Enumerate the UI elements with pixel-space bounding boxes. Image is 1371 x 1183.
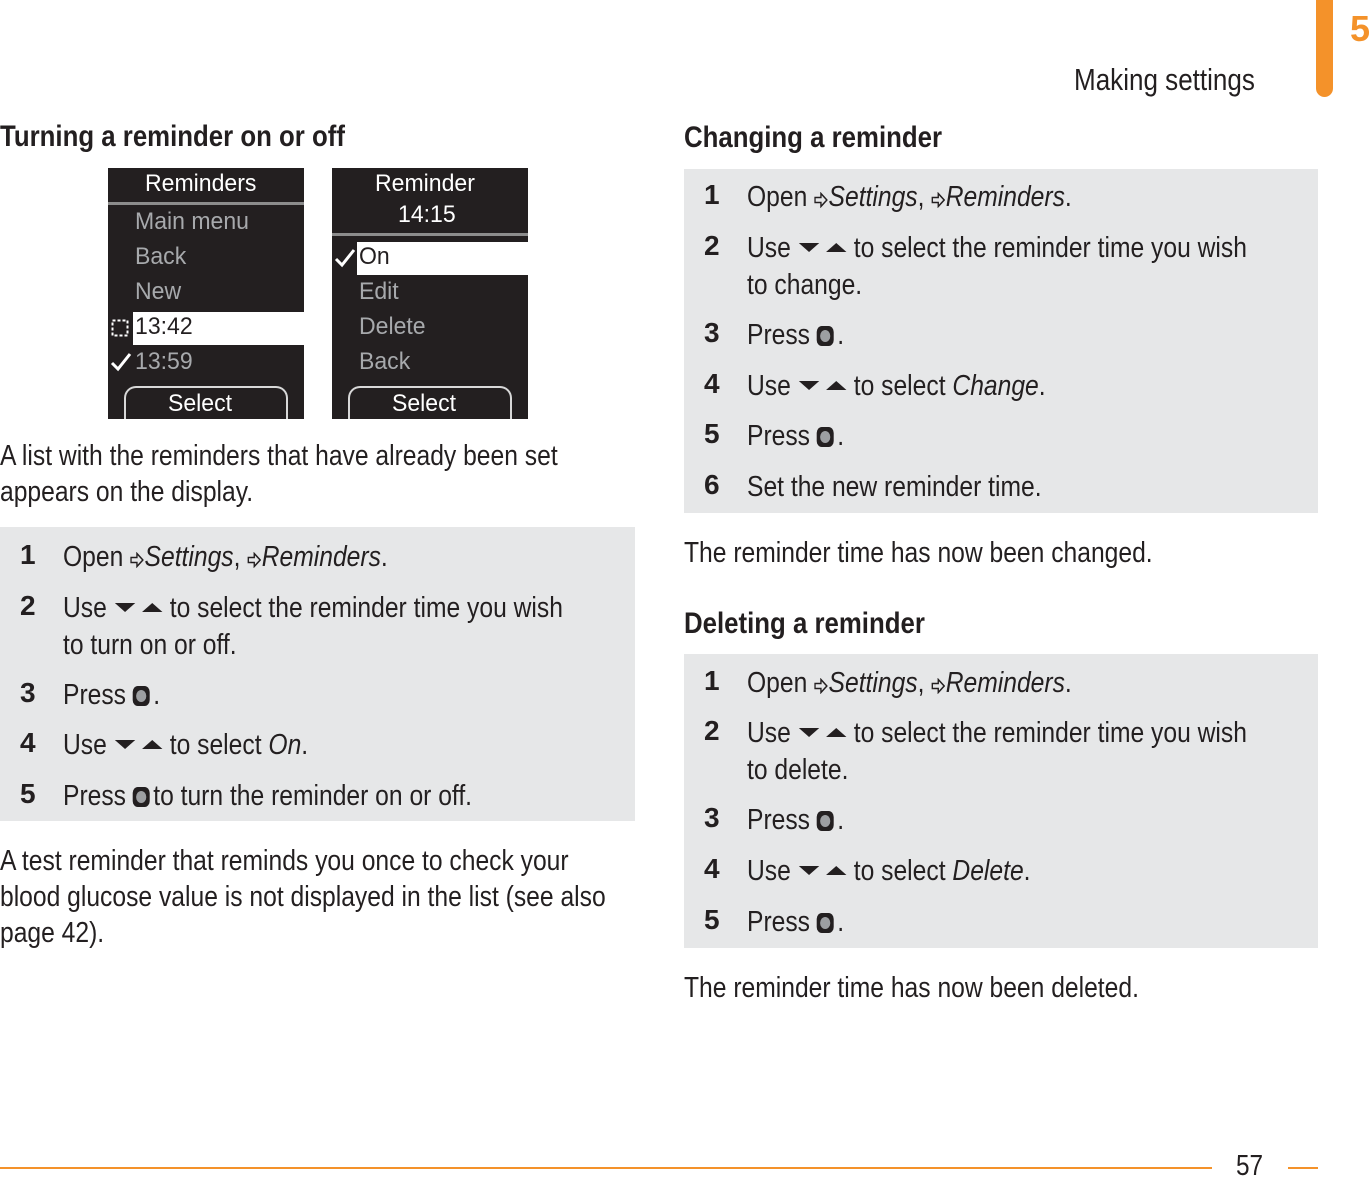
soft-key-label: Select — [168, 390, 233, 417]
menu-item: Main menu — [135, 208, 249, 235]
ok-button-icon — [816, 325, 835, 347]
down-up-keys-icon — [114, 736, 163, 752]
arrow-right-icon — [814, 192, 828, 208]
menu-item: Back — [135, 243, 187, 270]
screen-title: Reminder — [375, 170, 475, 197]
arrow-right-icon — [931, 192, 945, 208]
menu-item: New — [135, 278, 182, 305]
heading-deleting: Deleting a reminder — [684, 607, 925, 640]
intro-paragraph: A list with the reminders that have already been set appears on the display. — [0, 440, 558, 508]
steps-box-changing: 1 Open Settings, Reminders. 2 Use to select the reminder time you wish to change. 3 Press . 4 Use to select Change. 5 Press . 6 Set the new reminder time. — [684, 169, 1318, 513]
change-result: The reminder time has now been changed. — [684, 537, 1153, 569]
menu-item: 13:59 — [135, 348, 193, 375]
ok-button-icon — [132, 786, 151, 808]
heading-changing: Changing a reminder — [684, 121, 943, 154]
arrow-right-icon — [247, 552, 261, 568]
screen-title: Reminders — [145, 170, 257, 197]
steps-box-turn-on-off: 1 Open Settings, Reminders. 2 Use to select the reminder time you wish to turn on or off. 3 Press . 4 Use to select On. 5 Press to turn the reminder on or off. — [0, 527, 635, 821]
ok-button-icon — [816, 426, 835, 448]
arrow-right-icon — [814, 678, 828, 694]
title-divider — [108, 202, 304, 205]
steps-box-deleting: 1 Open Settings, Reminders. 2 Use to select the reminder time you wish to delete. 3 Press . 4 Use to select Delete. 5 Press . — [684, 654, 1318, 948]
device-screen-reminder-detail — [332, 168, 528, 419]
menu-item-selected: On — [359, 243, 390, 270]
soft-key-label: Select — [392, 390, 457, 417]
delete-result: The reminder time has now been deleted. — [684, 972, 1139, 1004]
down-up-keys-icon — [798, 239, 847, 255]
ok-button-icon — [816, 912, 835, 934]
checkmark-icon — [334, 248, 356, 268]
menu-item: Back — [359, 348, 411, 375]
device-screen-reminders — [108, 168, 304, 419]
down-up-keys-icon — [114, 599, 163, 615]
ok-button-icon — [816, 810, 835, 832]
heading-turn-on-off: Turning a reminder on or off — [0, 120, 345, 153]
down-up-keys-icon — [798, 862, 847, 878]
running-header: Making settings — [1073, 62, 1255, 97]
screen-time: 14:15 — [398, 201, 456, 228]
down-up-keys-icon — [798, 724, 847, 740]
chapter-number: 5 — [1350, 8, 1371, 49]
ok-button-icon — [132, 685, 151, 707]
checkbox-empty-icon — [111, 319, 129, 337]
checkmark-icon — [110, 352, 132, 372]
arrow-right-icon — [931, 678, 945, 694]
test-reminder-note: A test reminder that reminds you once to check your blood glucose value is not displayed in the list (see also page 42). — [0, 845, 606, 949]
arrow-right-icon — [130, 552, 144, 568]
menu-item: Delete — [359, 313, 426, 340]
chapter-tab — [1316, 0, 1333, 97]
menu-item-selected: 13:42 — [135, 313, 193, 340]
footer-rule-left — [0, 1167, 1212, 1169]
footer-rule-right — [1288, 1167, 1318, 1169]
menu-item: Edit — [359, 278, 399, 305]
title-divider — [332, 233, 528, 236]
page-number: 57 — [1236, 1150, 1264, 1182]
down-up-keys-icon — [798, 377, 847, 393]
